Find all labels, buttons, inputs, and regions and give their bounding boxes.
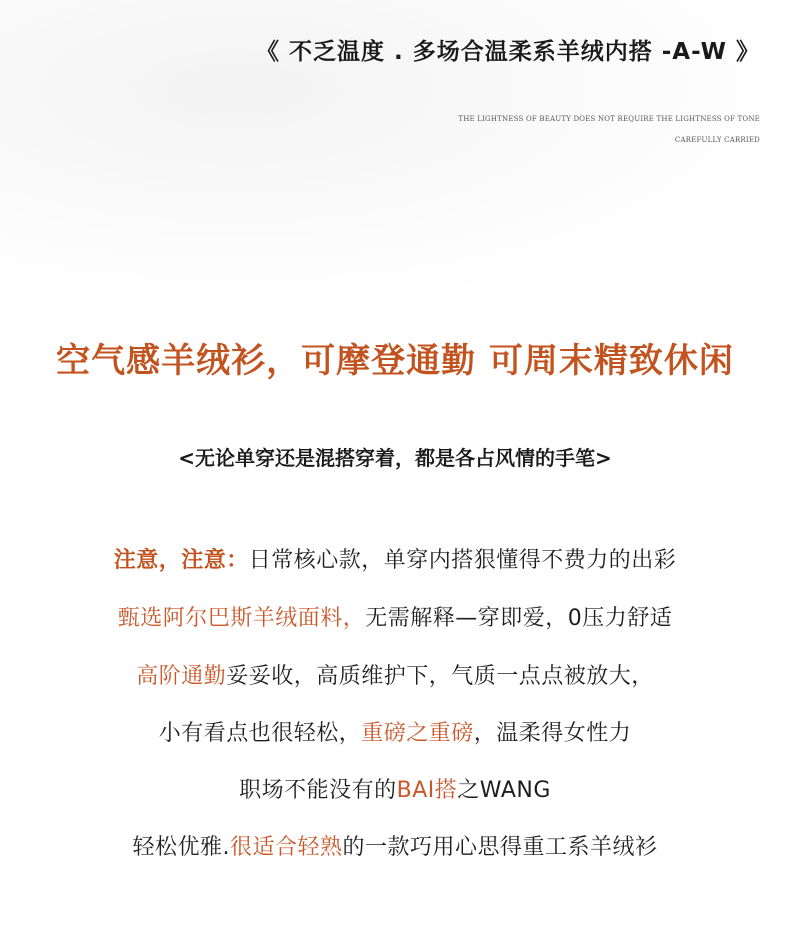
body-line-2 — [0, 601, 790, 632]
body-text: 的一款巧用心思得重工系羊绒衫 — [342, 835, 658, 860]
highlight-text: 高阶通勤 — [136, 664, 227, 689]
body-line-3 — [0, 659, 790, 690]
tagline-line-1: THE LIGHTNESS OF BEAUTY DOES NOT REQUIRE THE LIGHTNESS OF TONE — [458, 115, 760, 123]
body-text: ，温柔得女性力 — [473, 721, 632, 746]
highlight-text: BAI搭 — [396, 778, 458, 803]
highlight-text: 重磅之重磅 — [361, 721, 474, 746]
headline: 空气感羊绒衫，可摩登通勤 可周末精致休闲 — [56, 341, 734, 381]
body-text: 无需解释—穿即爱，0压力舒适 — [365, 606, 673, 631]
highlight-text: 很适合轻熟 — [229, 835, 343, 860]
body-text: 日常核心款，单穿内搭狠懂得不费力的出彩 — [248, 548, 677, 573]
attention-label: 注意，注意： — [113, 548, 249, 573]
body-line-1 — [0, 543, 790, 574]
subheadline: <无论单穿还是混搭穿着，都是各占风情的手笔> — [178, 446, 612, 470]
body-line-4 — [0, 716, 790, 747]
body-text: 职场不能没有的 — [239, 778, 397, 803]
body-text: 之WANG — [457, 778, 551, 803]
page-title: 《 不乏温度 . 多场合温柔系羊绒内搭 -A-W 》 — [255, 39, 760, 65]
body-text: 小有看点也很轻松， — [158, 721, 362, 746]
highlight-text: 甄选阿尔巴斯羊绒面料， — [117, 606, 366, 631]
body-text: 轻松优雅. — [132, 835, 230, 860]
tagline-line-2: CAREFULLY CARRIED — [674, 136, 760, 144]
body-line-5 — [0, 773, 790, 804]
body-line-6 — [0, 830, 790, 861]
body-text: 妥妥收，高质维护下，气质一点点被放大， — [226, 664, 654, 689]
